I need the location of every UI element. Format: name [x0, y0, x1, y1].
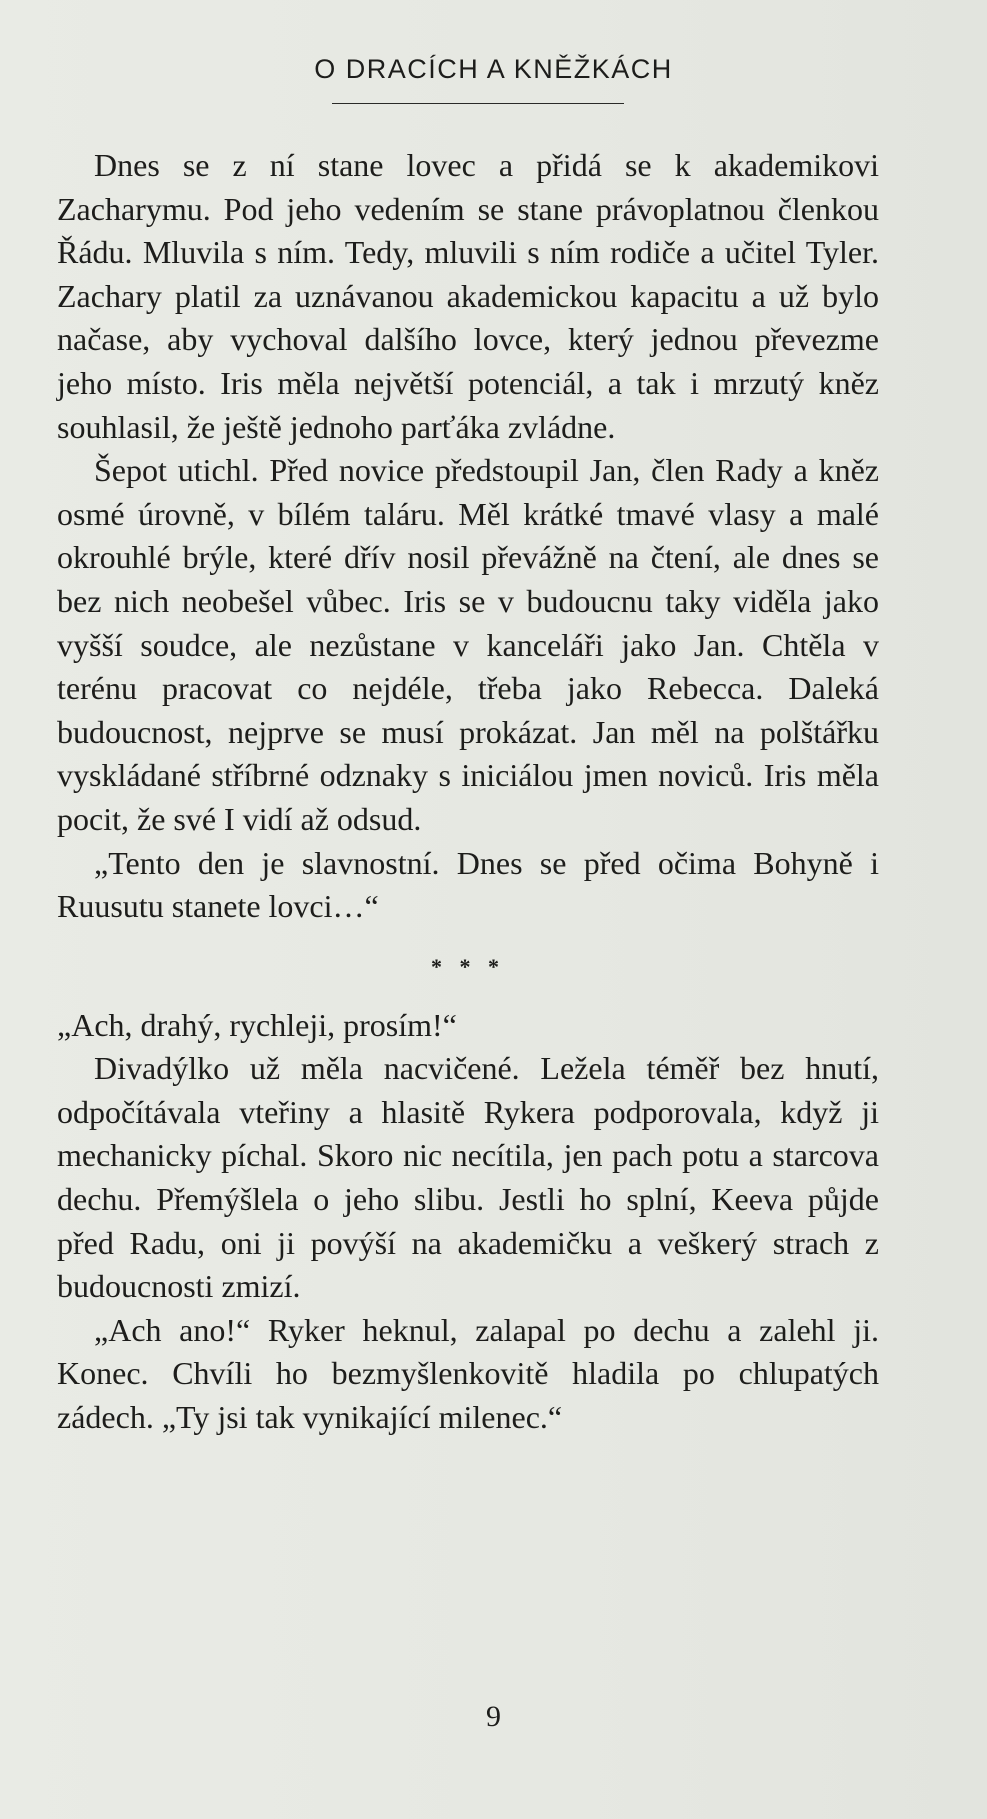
page-body — [57, 144, 879, 1440]
paragraph: Dnes se z ní stane lovec a přidá se k akademikovi Zacharymu. Pod jeho vedením se stane právoplatnou členkou Řádu. Mluvila s ním. Tedy, mluvili s ním rodiče a učitel Tyler. Zachary platil za uznávanou akademickou kapacitu a už bylo načase, aby vychoval dalšího lovce, který jednou převezme jeho místo. Iris měla největší potenciál, a tak i mrzutý kněz souhlasil, že ještě jednoho parťáka zvládne. — [57, 147, 879, 445]
header-divider — [332, 103, 624, 104]
page-number: 9 — [486, 1700, 501, 1733]
paragraph: „Ach, drahý, rychleji, prosím!“ — [57, 1006, 457, 1043]
paragraph: Divadýlko už měla nacvičené. Ležela téměř bez hnutí, odpočítávala vteřiny a hlasitě Rykera podporovala, když ji mechanicky píchal. Skoro nic necítila, jen pach potu a starcova dechu. Přemýšlela o jeho slibu. Jestli ho splní, Keeva půjde před Radu, oni ji povýší na akademičku a veškerý strach z budoucnosti zmizí. — [57, 1050, 879, 1305]
paragraph: „Tento den je slavnostní. Dnes se před očima Bohyně i Ruusutu stanete lovci…“ — [57, 844, 879, 925]
running-header: O DRACÍCH A KNĚŽKÁCH — [314, 54, 673, 84]
section-separator: * * * — [431, 953, 505, 979]
paragraph: „Ach ano!“ Ryker heknul, zalapal po dechu a zalehl ji. Konec. Chvíli ho bezmyšlenkovitě hladila po chlupatých zádech. „Ty jsi tak vynikající milenec.“ — [57, 1311, 879, 1436]
paragraph: Šepot utichl. Před novice předstoupil Jan, člen Rady a kněz osmé úrovně, v bílém taláru. Měl krátké tmavé vlasy a malé okrouhlé brýle, které dřív nosil převážně na čtení, ale dnes se bez nich neobešel vůbec. Iris se v budoucnu taky viděla jako vyšší soudce, ale nezůstane v kanceláři jako Jan. Chtěla v terénu pracovat co nejdéle, třeba jako Rebecca. Daleká budoucnost, nejprve se musí prokázat. Jan měl na polštářku vyskládané stříbrné odznaky s iniciálou jmen noviců. Iris měla pocit, že své I vidí až odsud. — [57, 452, 879, 837]
